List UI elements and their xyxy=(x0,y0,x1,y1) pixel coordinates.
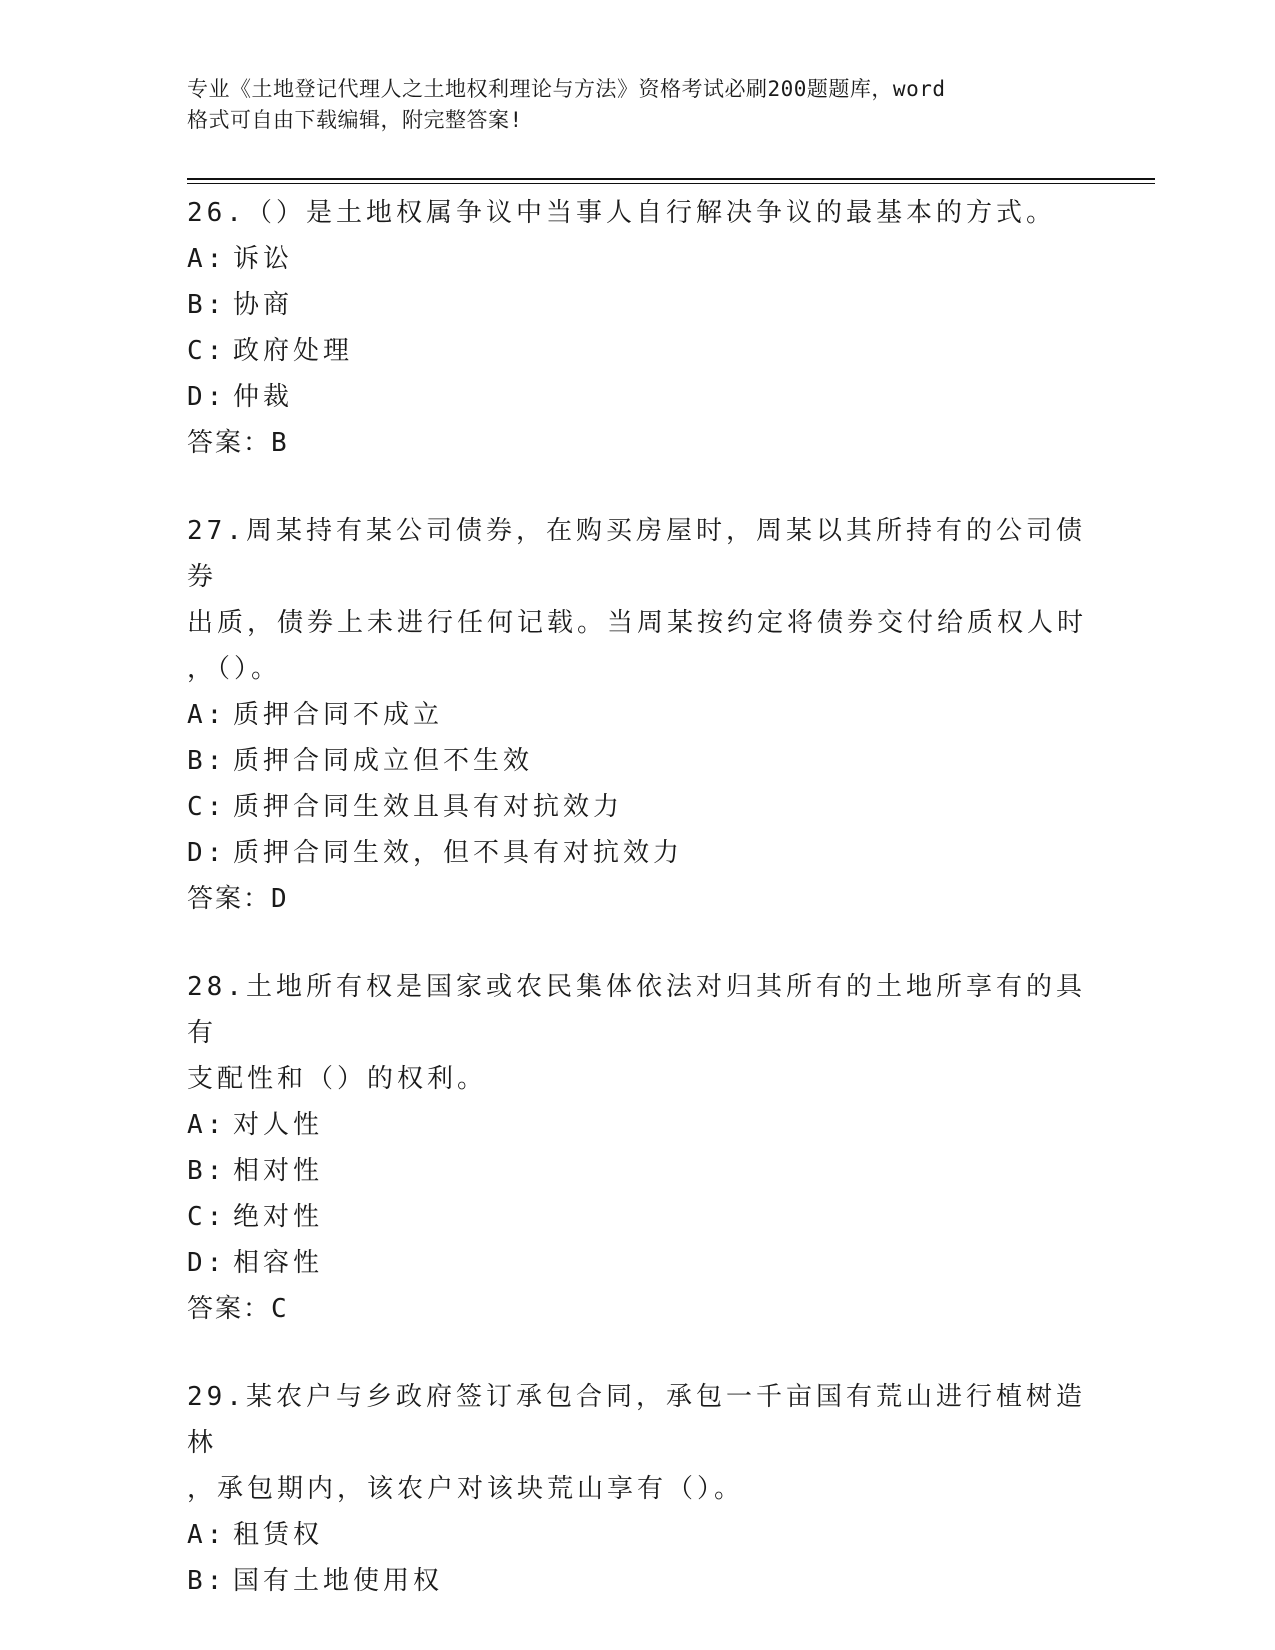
header-line-2: 格式可自由下载编辑，附完整答案! xyxy=(187,108,523,132)
option-text: 协商 xyxy=(233,290,294,320)
option-c xyxy=(187,328,1087,374)
option-text: 政府处理 xyxy=(233,336,354,366)
option-d xyxy=(187,830,1087,876)
option-label: C: xyxy=(187,792,227,822)
option-c xyxy=(187,784,1087,830)
option-b xyxy=(187,282,1087,328)
option-label: D: xyxy=(187,1248,227,1278)
header-divider-thin xyxy=(187,183,1155,184)
question-26 xyxy=(187,190,1087,466)
option-text: 相对性 xyxy=(233,1156,324,1186)
question-stem-line-2: 支配性和（）的权利。 xyxy=(187,1064,488,1094)
option-label: A: xyxy=(187,244,227,274)
option-label: D: xyxy=(187,382,227,412)
option-label: A: xyxy=(187,1520,227,1550)
answer: 答案：B xyxy=(187,428,289,458)
question-stem-line-2: 出质，债券上未进行任何记载。当周某按约定将债券交付给质权人时 xyxy=(187,608,1088,638)
question-stem: 26.（）是土地权属争议中当事人自行解决争议的最基本的方式。 xyxy=(187,198,1056,228)
option-label: A: xyxy=(187,700,227,730)
option-text: 仲裁 xyxy=(233,382,294,412)
question-stem-line-2: ，承包期内，该农户对该块荒山享有（）。 xyxy=(187,1474,745,1504)
option-d xyxy=(187,1240,1087,1286)
option-label: B: xyxy=(187,1156,227,1186)
option-label: B: xyxy=(187,746,227,776)
option-a xyxy=(187,1512,1087,1558)
option-text: 质押合同生效且具有对抗效力 xyxy=(233,792,624,822)
option-label: B: xyxy=(187,290,227,320)
question-29 xyxy=(187,1374,1087,1604)
answer: 答案：D xyxy=(187,884,289,914)
option-a xyxy=(187,1102,1087,1148)
option-a xyxy=(187,236,1087,282)
option-text: 租赁权 xyxy=(233,1520,324,1550)
answer: 答案：C xyxy=(187,1294,289,1324)
option-c xyxy=(187,1194,1087,1240)
option-label: A: xyxy=(187,1110,227,1140)
option-text: 相容性 xyxy=(233,1248,324,1278)
option-text: 国有土地使用权 xyxy=(233,1566,444,1596)
question-list xyxy=(187,190,1087,1646)
option-text: 质押合同不成立 xyxy=(233,700,444,730)
option-b xyxy=(187,1148,1087,1194)
option-label: C: xyxy=(187,336,227,366)
option-a xyxy=(187,692,1087,738)
option-label: C: xyxy=(187,1202,227,1232)
option-b xyxy=(187,738,1087,784)
header-line-1: 专业《土地登记代理人之土地权利理论与方法》资格考试必刷200题题库，word xyxy=(187,77,946,101)
question-stem-line-3: ，（）。 xyxy=(187,654,282,684)
header-divider-thick xyxy=(187,178,1155,180)
option-text: 诉讼 xyxy=(233,244,294,274)
option-label: D: xyxy=(187,838,227,868)
option-b xyxy=(187,1558,1087,1604)
question-27 xyxy=(187,508,1087,922)
question-stem-line-1: 28.土地所有权是国家或农民集体依法对归其所有的土地所享有的具有 xyxy=(187,972,1086,1048)
question-stem-line-1: 29.某农户与乡政府签订承包合同，承包一千亩国有荒山进行植树造林 xyxy=(187,1382,1086,1458)
option-d xyxy=(187,374,1087,420)
option-text: 质押合同成立但不生效 xyxy=(233,746,534,776)
question-stem-line-1: 27.周某持有某公司债券，在购买房屋时，周某以其所持有的公司债券 xyxy=(187,516,1086,592)
option-label: B: xyxy=(187,1566,227,1596)
document-header xyxy=(187,74,1067,136)
option-text: 对人性 xyxy=(233,1110,324,1140)
question-28 xyxy=(187,964,1087,1332)
option-text: 质押合同生效，但不具有对抗效力 xyxy=(233,838,684,868)
option-text: 绝对性 xyxy=(233,1202,324,1232)
